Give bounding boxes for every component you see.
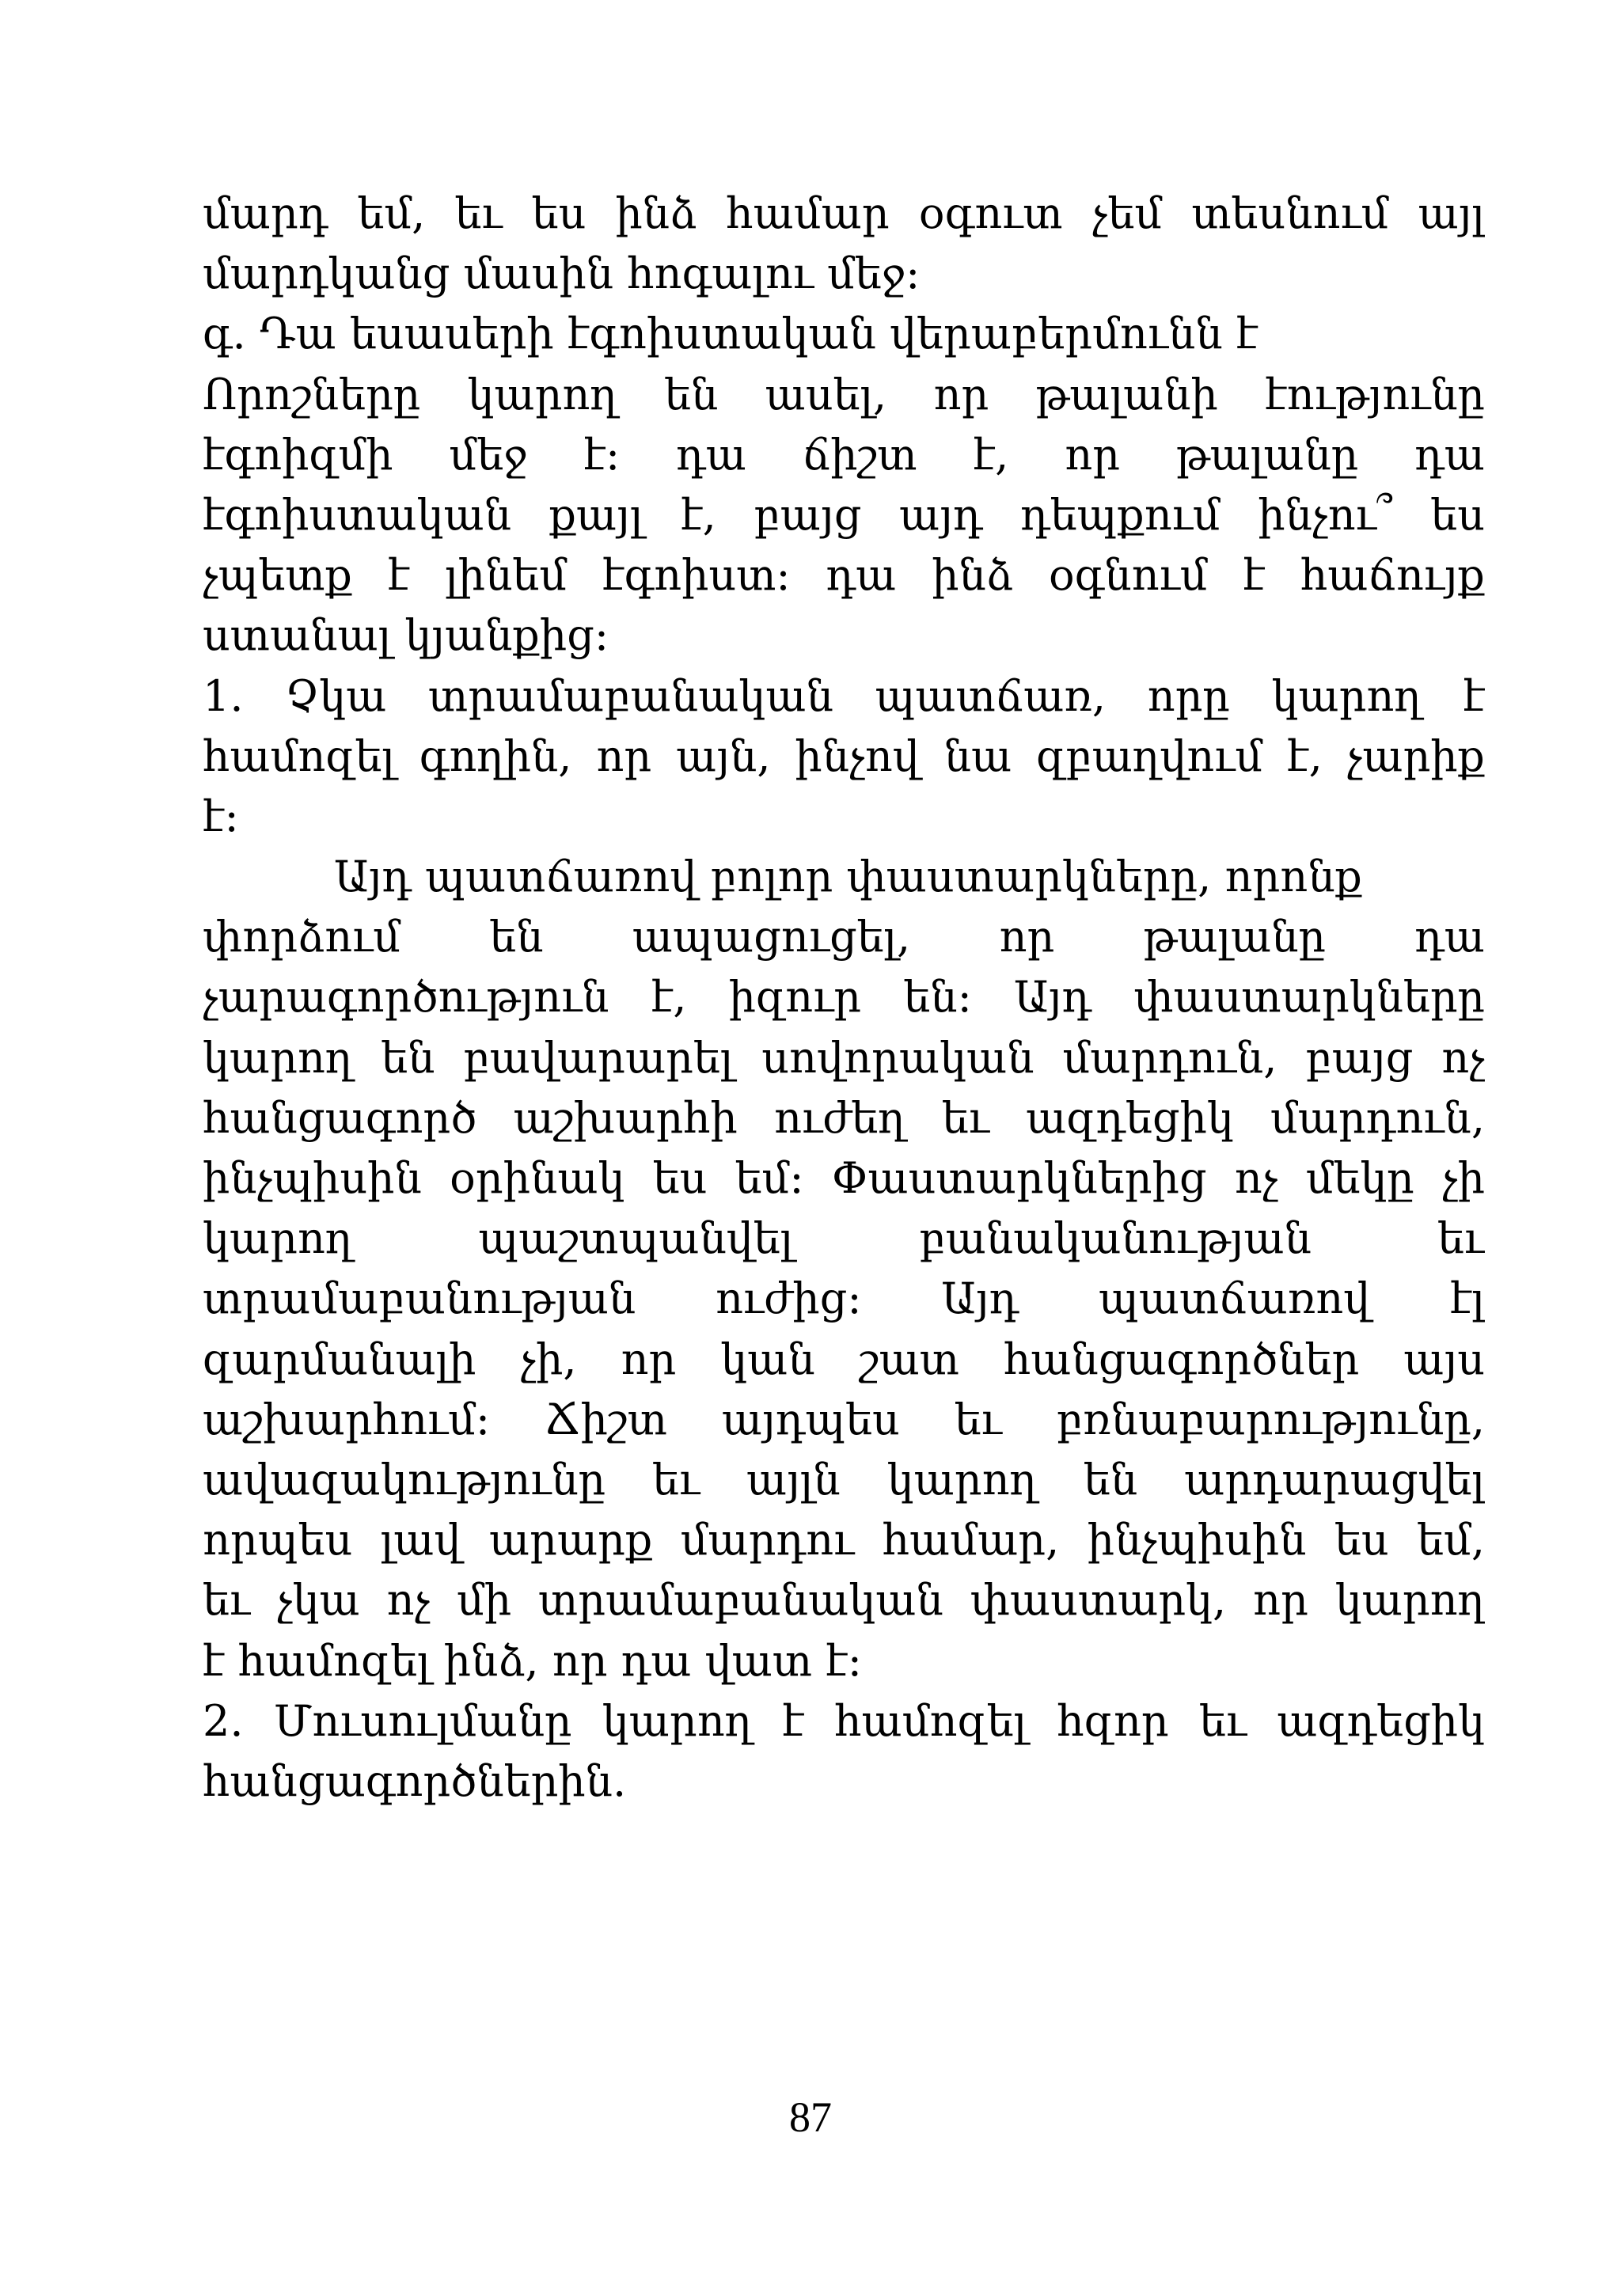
text-line: էգոիզմի մեջ է: դա ճիշտ է, որ թալանը դա xyxy=(203,429,1485,480)
text-line: հանցագործներին. xyxy=(203,1755,627,1806)
text-line: է համոզել ինձ, որ դա վատ է: xyxy=(203,1635,862,1686)
text-line: չպետք է լինեմ էգոիստ: դա ինձ օգնում է հաճույք xyxy=(203,550,1485,601)
text-line: կարող են բավարարել սովորական մարդուն, բայց ոչ xyxy=(203,1032,1485,1083)
text-line: հանցագործ աշխարհի ուժեղ եւ ազդեցիկ մարդուն, xyxy=(203,1092,1485,1143)
text-line: տրամաբանության ուժից: Այդ պատճառով էլ xyxy=(203,1273,1485,1324)
text-line: չարագործություն է, իզուր են: Այդ փաստարկները xyxy=(203,972,1485,1023)
text-line: 2. Մուսուլմանը կարող է համոզել հզոր եւ ազդեցիկ xyxy=(203,1695,1485,1746)
text-line: եւ չկա ոչ մի տրամաբանական փաստարկ, որ կարող xyxy=(203,1575,1485,1626)
text-line: համոզել գողին, որ այն, ինչով նա զբաղվում է, չարիք xyxy=(203,731,1485,781)
text-line: Այդ պատճառով բոլոր փաստարկները, որոնք xyxy=(334,852,1362,902)
text-line: էգոիստական քայլ է, բայց այդ դեպքում ինչու՞ ես xyxy=(203,489,1485,540)
text-line: փորձում են ապացուցել, որ թալանը դա xyxy=(203,912,1485,962)
text-line: գ. Դա եսասերի էգոիստական վերաբերմունն է xyxy=(203,309,1258,359)
text-line: կարող պաշտպանվել բանականության եւ xyxy=(203,1213,1485,1264)
text-line: աշխարհում: Ճիշտ այդպես եւ բռնաբարությունը, xyxy=(203,1394,1485,1444)
text-line: մարդ եմ, եւ ես ինձ համար օգուտ չեմ տեսնում այլ xyxy=(203,188,1485,238)
body-text xyxy=(203,184,1485,1812)
text-line: է: xyxy=(203,791,239,841)
text-line: ավազակությունը եւ այլն կարող են արդարացվել xyxy=(203,1454,1485,1505)
text-line: մարդկանց մասին հոգալու մեջ: xyxy=(203,249,921,299)
text-line: որպես լավ արարք մարդու համար, ինչպիսին ես եմ, xyxy=(203,1515,1485,1565)
text-line: ստանալ կյանքից: xyxy=(203,610,609,661)
text-line: 1. Չկա տրամաբանական պատճառ, որը կարող է xyxy=(203,670,1485,721)
text-line: Որոշները կարող են ասել, որ թալանի էությունը xyxy=(203,369,1485,419)
text-line: զարմանալի չի, որ կան շատ հանցագործներ այս xyxy=(203,1334,1485,1384)
text-line: ինչպիսին օրինակ ես եմ: Փաստարկներից ոչ մեկը չի xyxy=(203,1153,1485,1203)
page-number: 87 xyxy=(789,2093,832,2141)
